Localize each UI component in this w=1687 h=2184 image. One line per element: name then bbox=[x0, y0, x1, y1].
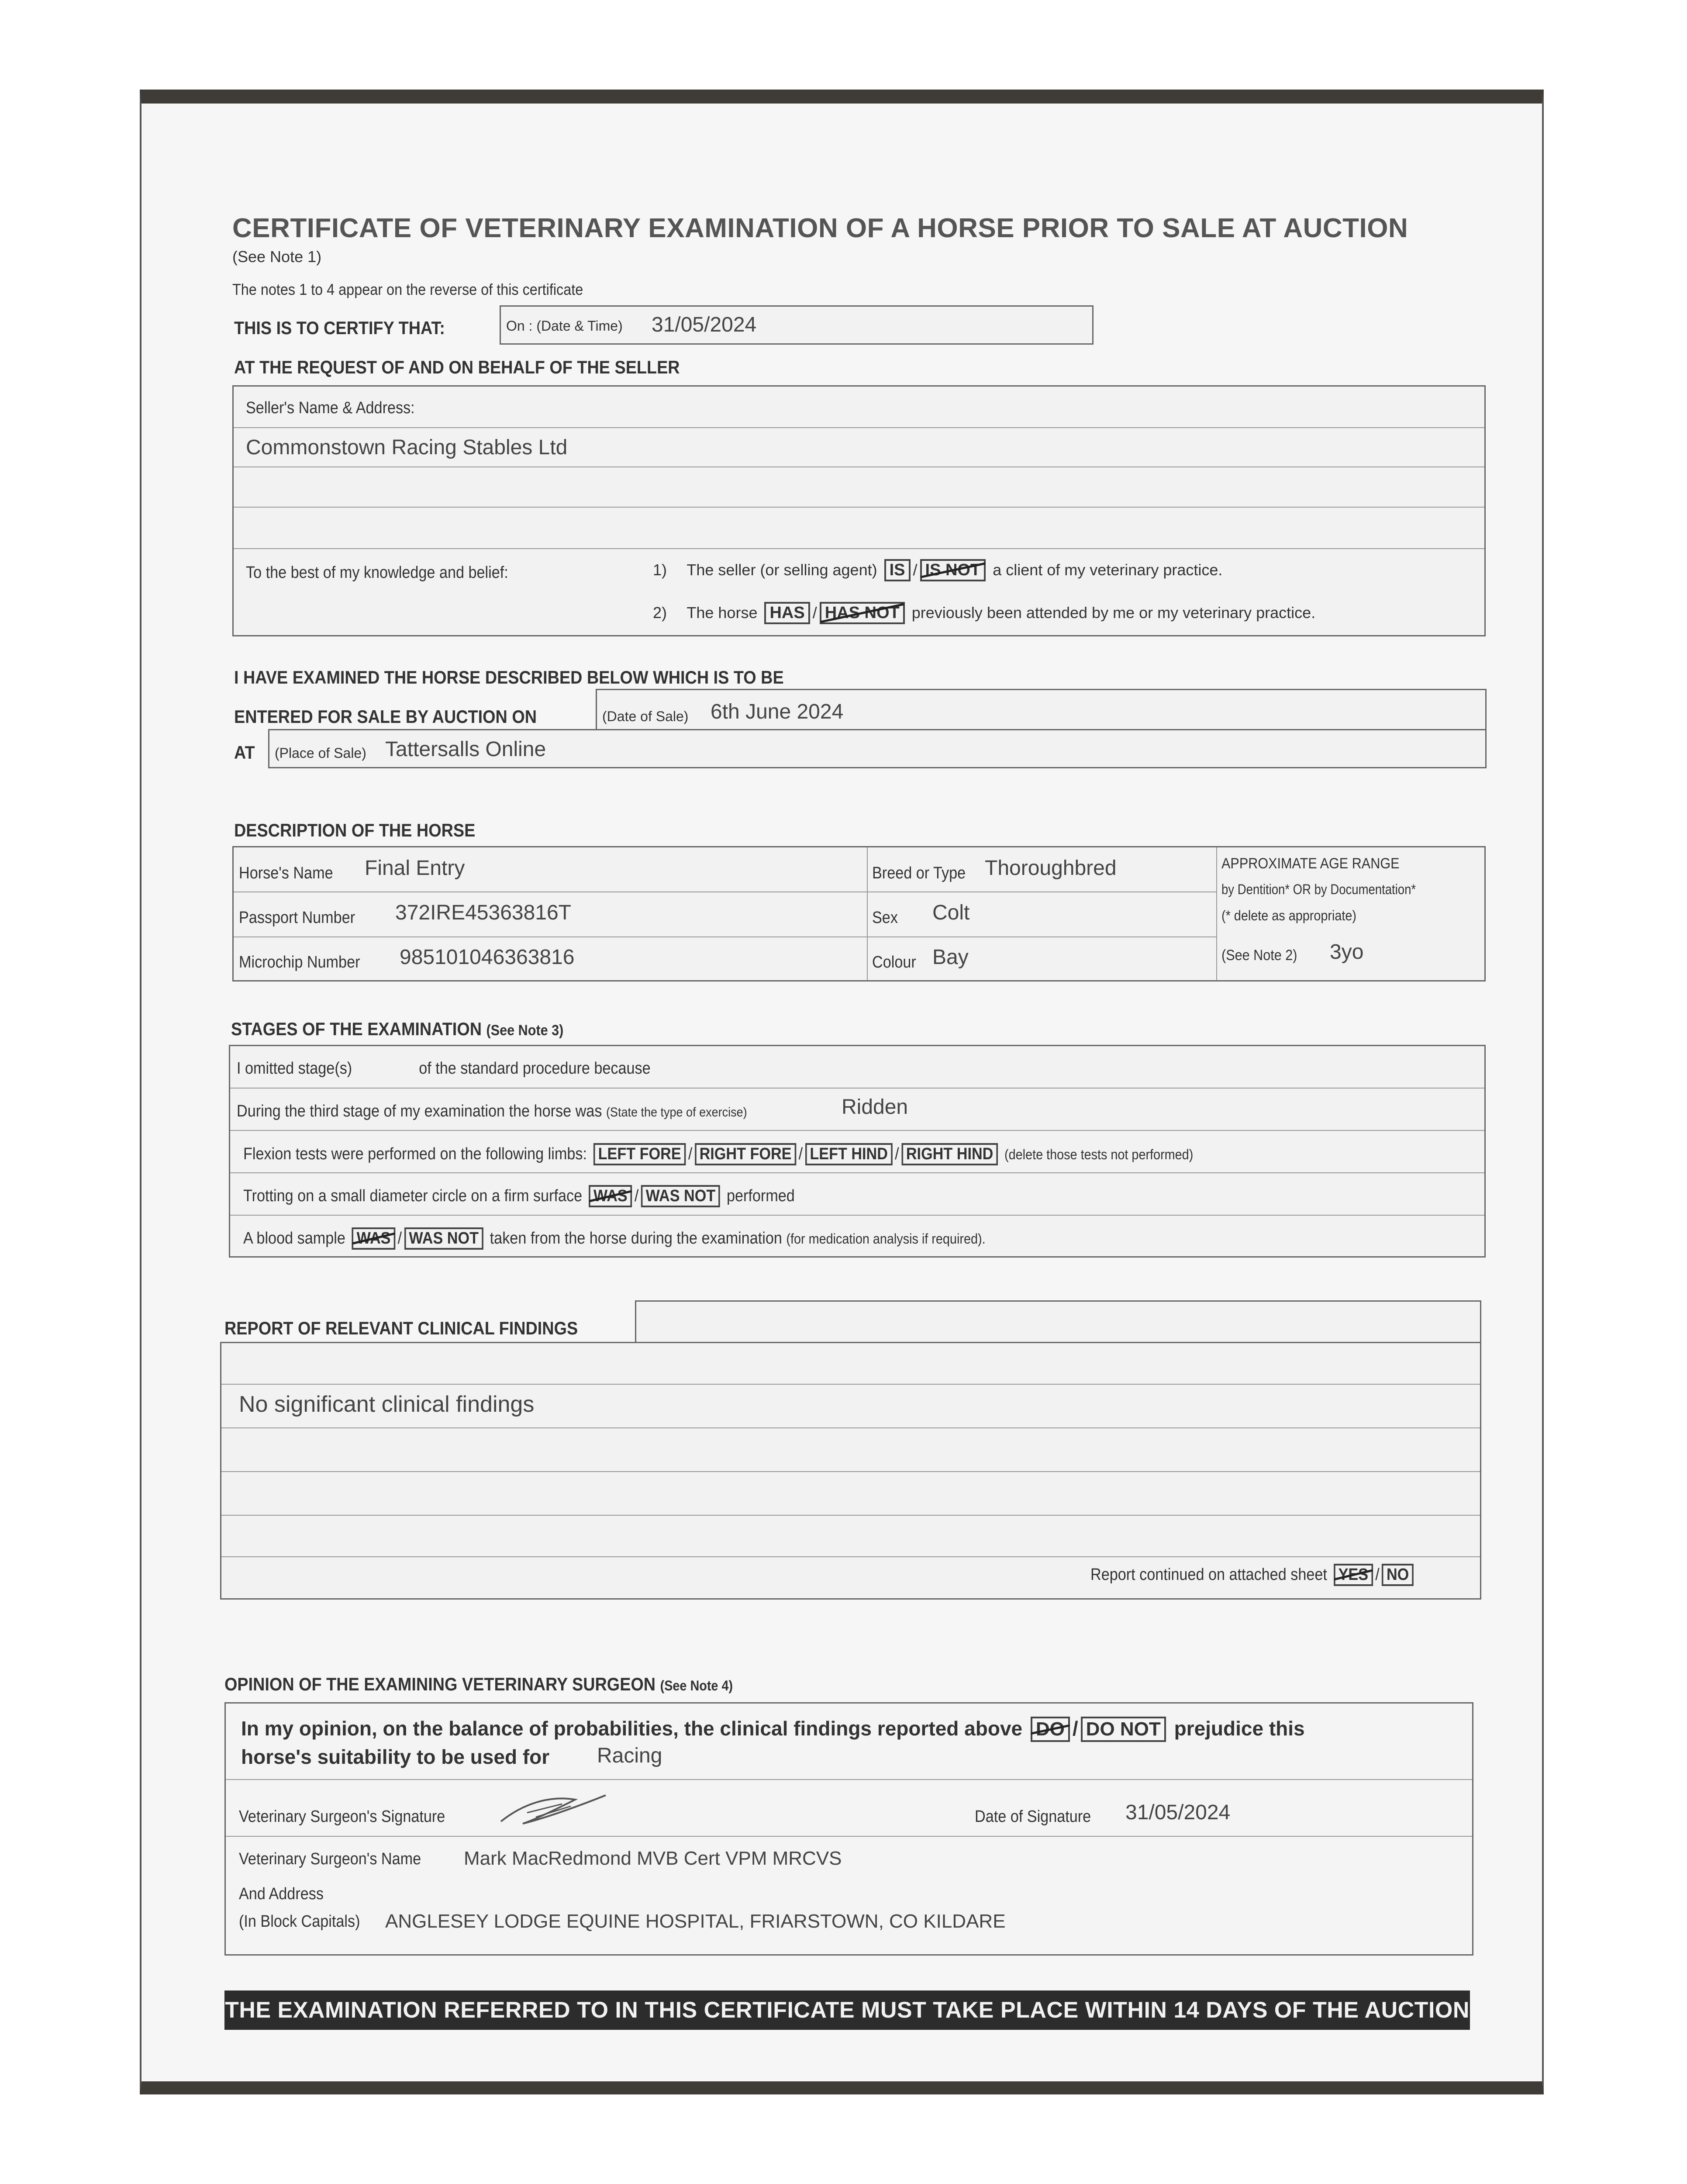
sale-line-1: I HAVE EXAMINED THE HORSE DESCRIBED BELOW WHICH IS TO BE bbox=[234, 667, 784, 688]
deadline-banner: THE EXAMINATION REFERRED TO IN THIS CERTIFICATE MUST TAKE PLACE WITHIN 14 DAYS OF THE AUCTION bbox=[224, 1990, 1470, 2030]
is-option[interactable]: IS bbox=[884, 559, 911, 581]
description-table bbox=[232, 846, 1486, 981]
blood-was-not-option[interactable]: WAS NOT bbox=[404, 1227, 483, 1250]
microchip-label: Microchip Number bbox=[239, 953, 360, 971]
surgeon-address-value[interactable]: ANGLESEY LODGE EQUINE HOSPITAL, FRIARSTOWN, CO KILDARE bbox=[385, 1911, 1006, 1932]
belief-label: To the best of my knowledge and belief: bbox=[246, 563, 508, 582]
is-not-option[interactable]: IS NOT bbox=[920, 559, 986, 581]
seller-box bbox=[232, 385, 1486, 636]
right-fore-option[interactable]: RIGHT FORE bbox=[695, 1143, 796, 1165]
microchip-value[interactable]: 985101046363816 bbox=[400, 946, 575, 969]
continued-yes-option[interactable]: YES bbox=[1334, 1564, 1373, 1586]
has-not-option[interactable]: HAS NOT bbox=[820, 602, 905, 624]
description-heading: DESCRIPTION OF THE HORSE bbox=[234, 820, 476, 840]
left-fore-option[interactable]: LEFT FORE bbox=[593, 1143, 686, 1165]
flexion-line: Flexion tests were performed on the following limbs: LEFT FORE / RIGHT FORE / LEFT HIND / RIGHT HIND (delete those tests not performed) bbox=[243, 1143, 1193, 1165]
stages-heading: STAGES OF THE EXAMINATION (See Note 3) bbox=[231, 1019, 564, 1039]
blood-was-option[interactable]: WAS bbox=[352, 1227, 396, 1250]
seller-name-label: Seller's Name & Address: bbox=[246, 399, 415, 417]
age-by: by Dentition* OR by Documentation* bbox=[1221, 881, 1416, 897]
report-value: No significant clinical findings bbox=[239, 1392, 535, 1417]
trot-was-option[interactable]: WAS bbox=[589, 1185, 632, 1207]
sale-date-field[interactable] bbox=[596, 689, 1487, 730]
statement-1: 1) The seller (or selling agent) IS / IS NOT a client of my veterinary practice. bbox=[653, 559, 1222, 581]
age-delete-note: (* delete as appropriate) bbox=[1221, 908, 1356, 923]
trot-was-not-option[interactable]: WAS NOT bbox=[641, 1185, 720, 1207]
surgeon-name-value[interactable]: Mark MacRedmond MVB Cert VPM MRCVS bbox=[464, 1848, 842, 1869]
third-stage-value[interactable]: Ridden bbox=[842, 1095, 908, 1119]
surgeon-name-label: Veterinary Surgeon's Name bbox=[239, 1850, 421, 1868]
horse-name-value[interactable]: Final Entry bbox=[365, 857, 465, 880]
do-option[interactable]: DO bbox=[1031, 1717, 1070, 1742]
sale-place-field[interactable] bbox=[268, 729, 1487, 768]
certify-date-label: On : (Date & Time) bbox=[506, 318, 623, 334]
colour-value[interactable]: Bay bbox=[932, 946, 969, 969]
third-stage-line: During the third stage of my examination the horse was (State the type of exercise) bbox=[237, 1102, 747, 1120]
left-hind-option[interactable]: LEFT HIND bbox=[805, 1143, 893, 1165]
passport-label: Passport Number bbox=[239, 909, 355, 927]
has-option[interactable]: HAS bbox=[764, 602, 810, 624]
certify-date-field[interactable] bbox=[500, 305, 1094, 345]
sale-date-value: 6th June 2024 bbox=[711, 700, 844, 723]
sale-at-label: AT bbox=[234, 742, 255, 763]
horse-name-label: Horse's Name bbox=[239, 864, 333, 882]
opinion-text-line-2: horse's suitability to be used for bbox=[241, 1745, 550, 1768]
report-heading-field bbox=[635, 1300, 1481, 1343]
sale-date-label: (Date of Sale) bbox=[602, 708, 689, 724]
sale-line-2: ENTERED FOR SALE BY AUCTION ON bbox=[234, 706, 537, 727]
breed-value[interactable]: Thoroughbred bbox=[985, 857, 1117, 880]
block-capitals-label: (In Block Capitals) bbox=[239, 1912, 360, 1931]
trotting-line: Trotting on a small diameter circle on a firm surface WAS / WAS NOT performed bbox=[243, 1185, 795, 1207]
signature-label: Veterinary Surgeon's Signature bbox=[239, 1807, 445, 1826]
omitted-stages-line: I omitted stage(s) of the standard procedure because bbox=[237, 1059, 651, 1078]
stages-table bbox=[229, 1045, 1486, 1258]
certificate-sheet bbox=[140, 90, 1544, 2094]
breed-label: Breed or Type bbox=[872, 864, 966, 882]
colour-label: Colour bbox=[872, 953, 916, 971]
age-value[interactable]: 3yo bbox=[1330, 940, 1364, 964]
sex-label: Sex bbox=[872, 909, 898, 927]
signature-scribble bbox=[497, 1787, 610, 1830]
right-hind-option[interactable]: RIGHT HIND bbox=[901, 1143, 998, 1165]
age-see-note: (See Note 2) bbox=[1221, 947, 1297, 964]
blood-sample-line: A blood sample WAS / WAS NOT taken from the horse during the examination (for medication analysis if required). bbox=[243, 1227, 986, 1250]
seller-heading: AT THE REQUEST OF AND ON BEHALF OF THE SELLER bbox=[234, 357, 680, 377]
sale-place-label: (Place of Sale) bbox=[275, 745, 366, 761]
do-not-option[interactable]: DO NOT bbox=[1081, 1717, 1166, 1742]
opinion-heading: OPINION OF THE EXAMINING VETERINARY SURGEON (See Note 4) bbox=[224, 1674, 733, 1694]
continued-no-option[interactable]: NO bbox=[1382, 1564, 1414, 1586]
see-note-1: (See Note 1) bbox=[232, 248, 322, 266]
certificate-title: CERTIFICATE OF VETERINARY EXAMINATION OF A HORSE PRIOR TO SALE AT AUCTION bbox=[232, 213, 1408, 243]
sex-value[interactable]: Colt bbox=[932, 901, 970, 924]
sale-place-value: Tattersalls Online bbox=[385, 738, 546, 761]
age-heading: APPROXIMATE AGE RANGE bbox=[1221, 855, 1400, 872]
notes-line: The notes 1 to 4 appear on the reverse of this certificate bbox=[232, 280, 583, 298]
address-label: And Address bbox=[239, 1885, 324, 1903]
intended-use-value[interactable]: Racing bbox=[597, 1744, 662, 1767]
certify-date-value: 31/05/2024 bbox=[652, 313, 757, 336]
report-heading: REPORT OF RELEVANT CLINICAL FINDINGS bbox=[224, 1318, 578, 1338]
opinion-text-line-1: In my opinion, on the balance of probabilities, the clinical findings reported above DO / DO NOT prejudice this bbox=[241, 1717, 1305, 1742]
seller-name-value[interactable]: Commonstown Racing Stables Ltd bbox=[246, 436, 568, 459]
certify-label: THIS IS TO CERTIFY THAT: bbox=[234, 318, 445, 338]
signature-date-label: Date of Signature bbox=[975, 1807, 1091, 1826]
report-box[interactable] bbox=[220, 1342, 1481, 1600]
passport-value[interactable]: 372IRE45363816T bbox=[395, 901, 571, 924]
report-continued-line: Report continued on attached sheet YES / NO bbox=[1090, 1564, 1416, 1586]
opinion-box bbox=[224, 1702, 1473, 1956]
signature-date-value[interactable]: 31/05/2024 bbox=[1125, 1801, 1231, 1824]
statement-2: 2) The horse HAS / HAS NOT previously been attended by me or my veterinary practice. bbox=[653, 602, 1315, 624]
